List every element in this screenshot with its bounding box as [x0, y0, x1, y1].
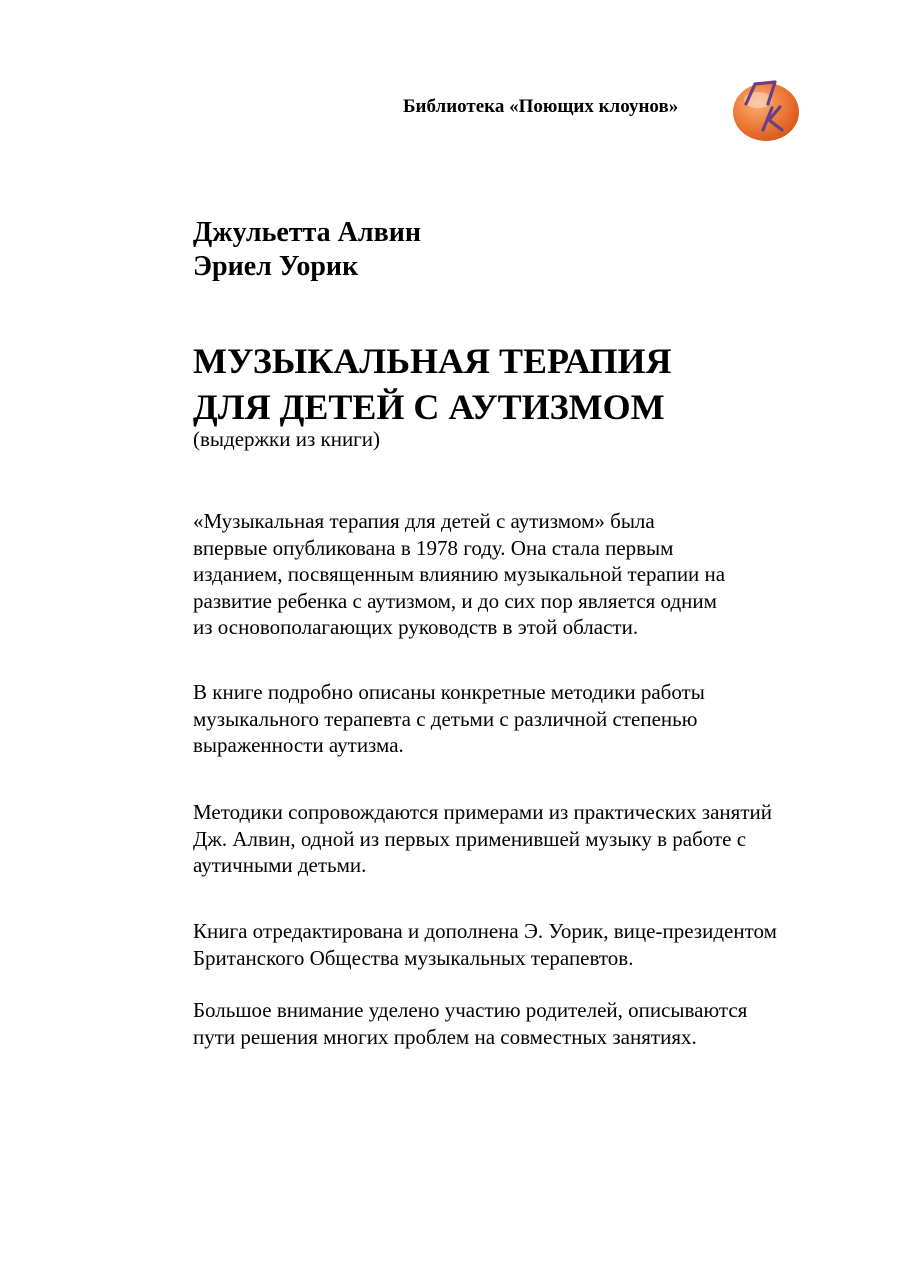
author-name: Эриел Уорик: [193, 251, 359, 282]
paragraph: [193, 918, 777, 971]
paragraph-line: Книга отредактирована и дополнена Э. Уорик, вице-президентом: [193, 919, 777, 943]
paragraph-line: Большое внимание уделено участию родителей, описываются: [193, 998, 748, 1022]
paragraph-line: Дж. Алвин, одной из первых применившей музыку в работе с: [193, 826, 747, 851]
paragraph-line: пути решения многих проблем на совместных занятиях.: [193, 1024, 697, 1049]
paragraph-line: развитие ребенка с аутизмом, и до сих пор является одним: [193, 588, 717, 613]
paragraph-line: выраженности аутизма.: [193, 733, 404, 757]
author-name: Джульетта Алвин: [193, 217, 421, 248]
paragraph-line: Британского Общества музыкальных терапевтов.: [193, 945, 634, 970]
paragraph-line: изданием, посвященным влиянию музыкальной терапии на: [193, 562, 726, 586]
book-title-line: ДЛЯ ДЕТЕЙ С АУТИЗМОМ: [193, 387, 665, 427]
paragraph: [193, 799, 772, 879]
paragraph-line: музыкального терапевта с детьми с различной степенью: [193, 706, 698, 731]
paragraph-line: Методики сопровождаются примерами из практических занятий: [193, 800, 772, 824]
paragraph-line: аутичными детьми.: [193, 853, 367, 877]
book-title-line: МУЗЫКАЛЬНАЯ ТЕРАПИЯ: [193, 341, 672, 381]
paragraph: [193, 679, 705, 759]
paragraph-line: В книге подробно описаны конкретные методики работы: [193, 680, 705, 704]
paragraph-line: из основополагающих руководств в этой области.: [193, 615, 639, 639]
book-title: [193, 338, 672, 430]
paragraph-line: «Музыкальная терапия для детей с аутизмом» была: [193, 509, 655, 533]
singing-clowns-logo-icon: [728, 74, 808, 144]
authors: [193, 216, 421, 284]
paragraph-line: впервые опубликована в 1978 году. Она стала первым: [193, 535, 674, 560]
paragraph: [193, 997, 747, 1050]
book-subtitle: (выдержки из книги): [193, 427, 381, 451]
paragraph: [193, 508, 725, 641]
series-title: Библиотека «Поющих клоунов»: [403, 96, 679, 117]
